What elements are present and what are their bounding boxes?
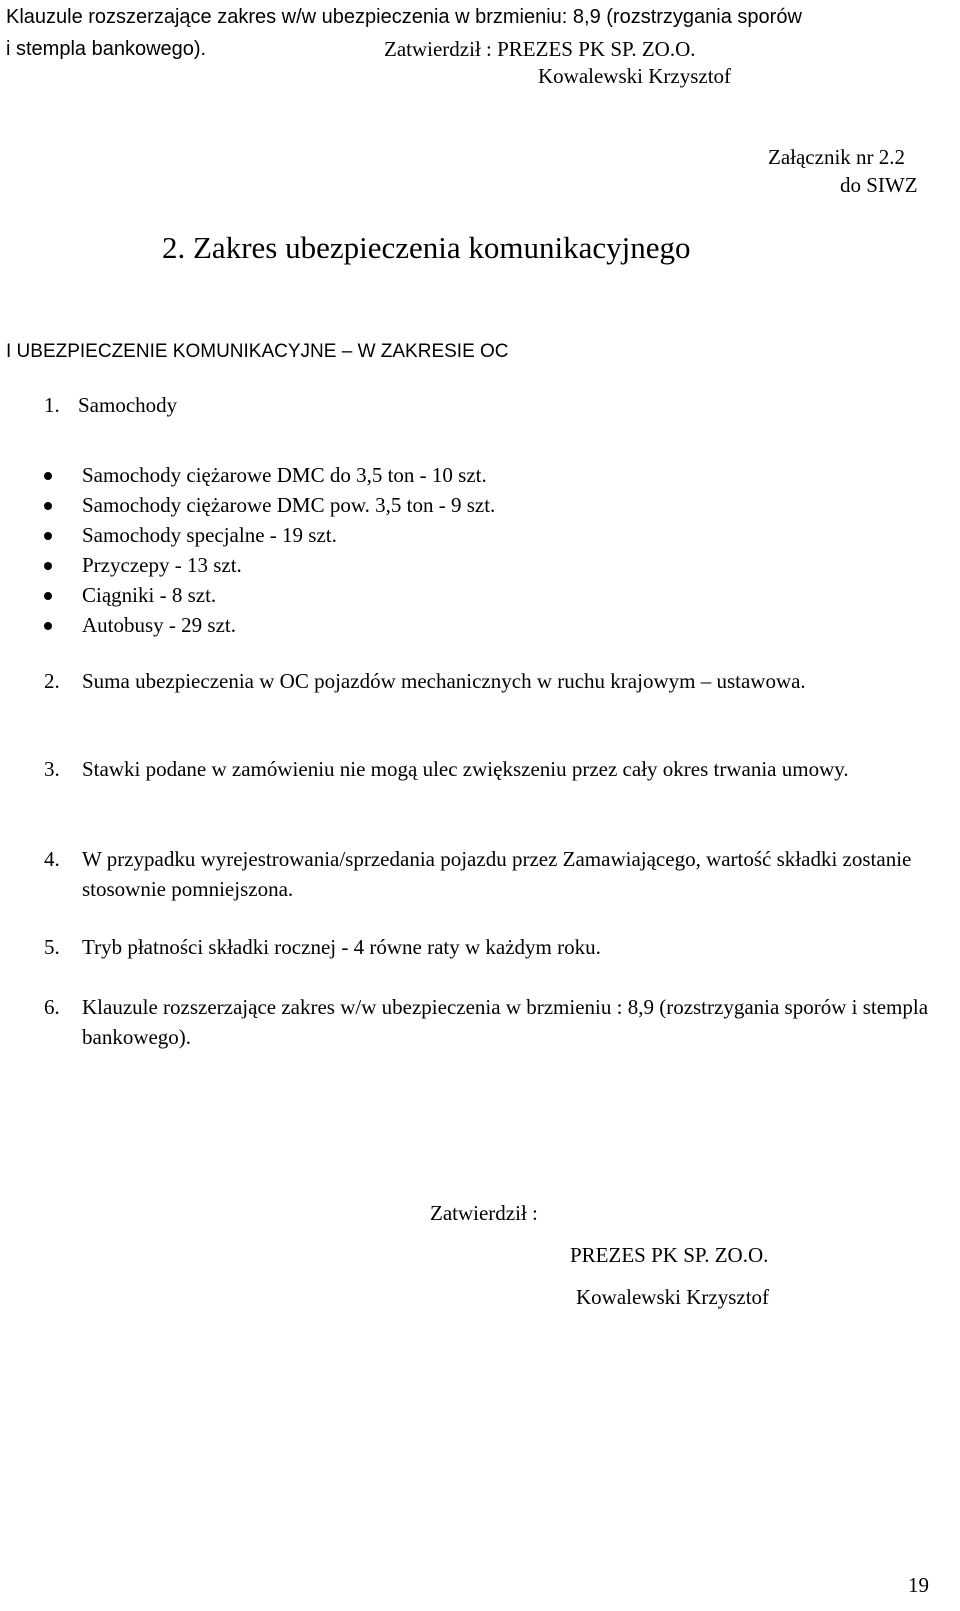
attachment-line-1: Załącznik nr 2.2: [768, 145, 906, 169]
signature-label: Zatwierdził :: [430, 1201, 538, 1225]
list-item: Samochody ciężarowe DMC do 3,5 ton - 10 szt.: [44, 460, 495, 490]
page-title: 2. Zakres ubezpieczenia komunikacyjnego: [162, 230, 691, 265]
signature-role: PREZES PK SP. ZO.O.: [570, 1243, 769, 1267]
item-2-text: Suma ubezpieczenia w OC pojazdów mechanicznych w ruchu krajowym – ustawowa.: [82, 669, 806, 693]
item-4-text: W przypadku wyrejestrowania/sprzedania pojazdu przez Zamawiającego, wartość składki zostanie stosownie pomniejszona.: [82, 847, 912, 901]
list-item: Autobusy - 29 szt.: [44, 610, 495, 640]
item-3-number: 3.: [44, 757, 60, 781]
item-1-text: Samochody: [78, 393, 178, 417]
section-heading: I UBEZPIECZENIE KOMUNIKACYJNE – W ZAKRESIE OC: [6, 341, 509, 362]
item-5-text: Tryb płatności składki rocznej - 4 równe raty w każdym roku.: [82, 935, 601, 959]
header-line-1: Klauzule rozszerzające zakres w/w ubezpieczenia w brzmieniu: 8,9 (rozstrzygania sporów: [6, 6, 802, 28]
bullet-icon: [44, 502, 52, 510]
item-5-number: 5.: [44, 935, 60, 959]
list-item: Ciągniki - 8 szt.: [44, 580, 495, 610]
item-2-number: 2.: [44, 669, 60, 693]
bullet-icon: [44, 472, 52, 480]
signature-name: Kowalewski Krzysztof: [576, 1285, 770, 1309]
item-1-number: 1.: [44, 393, 60, 417]
header-line-2b: Zatwierdził : PREZES PK SP. ZO.O.: [384, 37, 696, 61]
page-number: 19: [908, 1573, 929, 1597]
bullet-icon: [44, 532, 52, 540]
item-6-text: Klauzule rozszerzające zakres w/w ubezpieczenia w brzmieniu : 8,9 (rozstrzygania sporów i stempla bankowego).: [82, 995, 929, 1049]
bullet-icon: [44, 562, 52, 570]
header-line-2a: i stempla bankowego).: [6, 38, 207, 60]
list-item: Samochody ciężarowe DMC pow. 3,5 ton - 9 szt.: [44, 490, 495, 520]
bullet-icon: [44, 592, 52, 600]
header-line-3: Kowalewski Krzysztof: [538, 64, 732, 88]
item-4-number: 4.: [44, 847, 60, 871]
list-item: Samochody specjalne - 19 szt.: [44, 520, 495, 550]
item-3-text: Stawki podane w zamówieniu nie mogą ulec zwiększeniu przez cały okres trwania umowy.: [82, 757, 849, 781]
vehicle-list: [44, 460, 495, 640]
list-item: Przyczepy - 13 szt.: [44, 550, 495, 580]
item-6-number: 6.: [44, 995, 60, 1019]
bullet-icon: [44, 622, 52, 630]
attachment-line-2: do SIWZ: [840, 173, 918, 197]
